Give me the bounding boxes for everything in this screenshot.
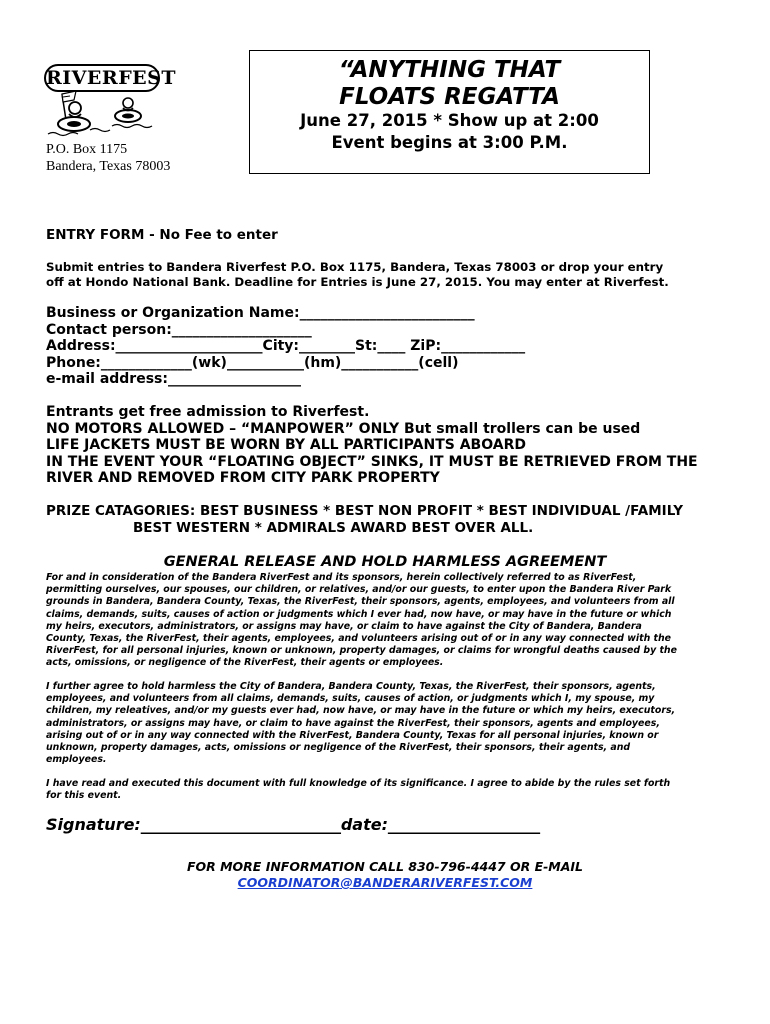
rules-line-4: IN THE EVENT YOUR “FLOATING OBJECT” SINKS, IT MUST BE RETRIEVED FROM THE xyxy=(46,454,698,470)
signature-date-field[interactable]: Signature:_________________________date:___________________ xyxy=(46,815,540,834)
agreement-p1-line: RiverFest, for all personal injuries, known or unknown, property damages, or claims for wrongful deaths caused by the xyxy=(46,645,677,657)
event-title-line-1: “ANYTHING THAT xyxy=(338,57,561,83)
business-name-field[interactable]: Business or Organization Name:_________________________ xyxy=(46,305,475,321)
tuber-illustration-icon xyxy=(44,64,164,140)
agreement-p1-line: For and in consideration of the Bandera RiverFest and its sponsors, herein collectively referred to as RiverFest, xyxy=(46,572,637,583)
agreement-p2-line: children, my releatives, and/or my guests ever had, now have, or may have in the future or which my heirs, executors, xyxy=(46,705,676,717)
rules-line-3: LIFE JACKETS MUST BE WORN BY ALL PARTICIPANTS ABOARD xyxy=(46,437,526,453)
address-line-2: Bandera, Texas 78003 xyxy=(46,159,171,174)
logo-text: RIVERFEST xyxy=(46,67,177,89)
agreement-p2-line: arising out of or in any way connected with the RiverFest, Bandera County, Texas for all personal injuries, known or xyxy=(46,729,659,741)
agreement-p1-line: County, Texas, the RiverFest, their agents, employees, and volunteers arising out of or in any way connected with the xyxy=(46,633,672,645)
agreement-p1-line: grounds in Bandera, Bandera County, Texas, the RiverFest, their sponsors, agents, employees, and volunteers from all xyxy=(46,596,675,608)
agreement-p2-line: I further agree to hold harmless the City of Bandera, Bandera County, Texas, the RiverFest, their sponsors, agents, xyxy=(46,681,656,692)
agreement-p3-line: I have read and executed this document with full knowledge of its significance. I agree to abide by the rules set forth xyxy=(46,778,671,789)
agreement-paragraph-3 xyxy=(46,778,731,802)
event-date-line: June 27, 2015 * Show up at 2:00 xyxy=(300,111,599,130)
event-title-box xyxy=(249,50,650,174)
address-line-1: P.O. Box 1175 xyxy=(46,142,128,157)
agreement-p2-line: employees. xyxy=(46,754,107,766)
agreement-p2-line: administrators, or assigns may have, or claim to have against the RiverFest, their sponsors, agents and employees, xyxy=(46,717,660,729)
prize-categories-line-1: PRIZE CATAGORIES: BEST BUSINESS * BEST NON PROFIT * BEST INDIVIDUAL /FAMILY xyxy=(46,503,683,519)
agreement-p1-line: permitting ourselves, our spouses, our children, or relatives, and/or our guests, to enter upon the Bandera River Park xyxy=(46,584,672,596)
agreement-paragraph-1 xyxy=(46,572,731,670)
riverfest-logo xyxy=(44,64,177,140)
rules-line-1: Entrants get free admission to Riverfest. xyxy=(46,404,370,420)
submit-instructions-line-1: Submit entries to Bandera Riverfest P.O. Box 1175, Bandera, Texas 78003 or drop your entry xyxy=(46,260,664,274)
agreement-p1-line: my heirs, executors, administrators, or assigns may have, or claim to have against the City of Bandera, Bandera xyxy=(46,620,642,632)
agreement-paragraph-2 xyxy=(46,681,731,766)
agreement-p3-line: for this event. xyxy=(46,790,122,802)
phone-field[interactable]: Phone:_____________(wk)___________(hm)___________(cell) xyxy=(46,355,459,371)
contact-person-field[interactable]: Contact person:____________________ xyxy=(46,322,312,338)
entry-form-heading: ENTRY FORM - No Fee to enter xyxy=(46,227,278,243)
rules-line-5: RIVER AND REMOVED FROM CITY PARK PROPERTY xyxy=(46,470,440,486)
agreement-p2-line: employees, and volunteers from all claims, demands, suits, causes of action, or judgments which I, my spouse, my xyxy=(46,693,655,705)
agreement-p1-line: acts, omissions, or negligence of the RiverFest, their agents or employees. xyxy=(46,657,444,669)
email-field[interactable]: e-mail address:___________________ xyxy=(46,371,301,387)
submit-instructions-line-2: off at Hondo National Bank. Deadline for Entries is June 27, 2015. You may enter at Riverfest. xyxy=(46,275,669,289)
agreement-p2-line: unknown, property damages, acts, omissions or negligence of the RiverFest, their sponsors, their agents, and xyxy=(46,742,631,754)
address-field[interactable]: Address:_____________________City:________St:____ ZiP:____________ xyxy=(46,338,526,354)
prize-categories-line-2: BEST WESTERN * ADMIRALS AWARD BEST OVER ALL. xyxy=(133,520,534,536)
event-start-line: Event begins at 3:00 P.M. xyxy=(331,133,568,152)
coordinator-email-link[interactable]: COORDINATOR@BANDERARIVERFEST.COM xyxy=(237,875,533,890)
agreement-title: GENERAL RELEASE AND HOLD HARMLESS AGREEMENT xyxy=(163,554,607,570)
event-title-line-2: FLOATS REGATTA xyxy=(339,84,560,110)
rules-line-2: NO MOTORS ALLOWED – “MANPOWER” ONLY But small trollers can be used xyxy=(46,421,641,437)
agreement-p1-line: claims, demands, suits, causes of action or judgments which I ever had, now have, or may have in the future or which xyxy=(46,608,672,620)
more-info-email-row xyxy=(0,875,770,890)
more-info-line: FOR MORE INFORMATION CALL 830-796-4447 OR E-MAIL xyxy=(186,859,584,874)
